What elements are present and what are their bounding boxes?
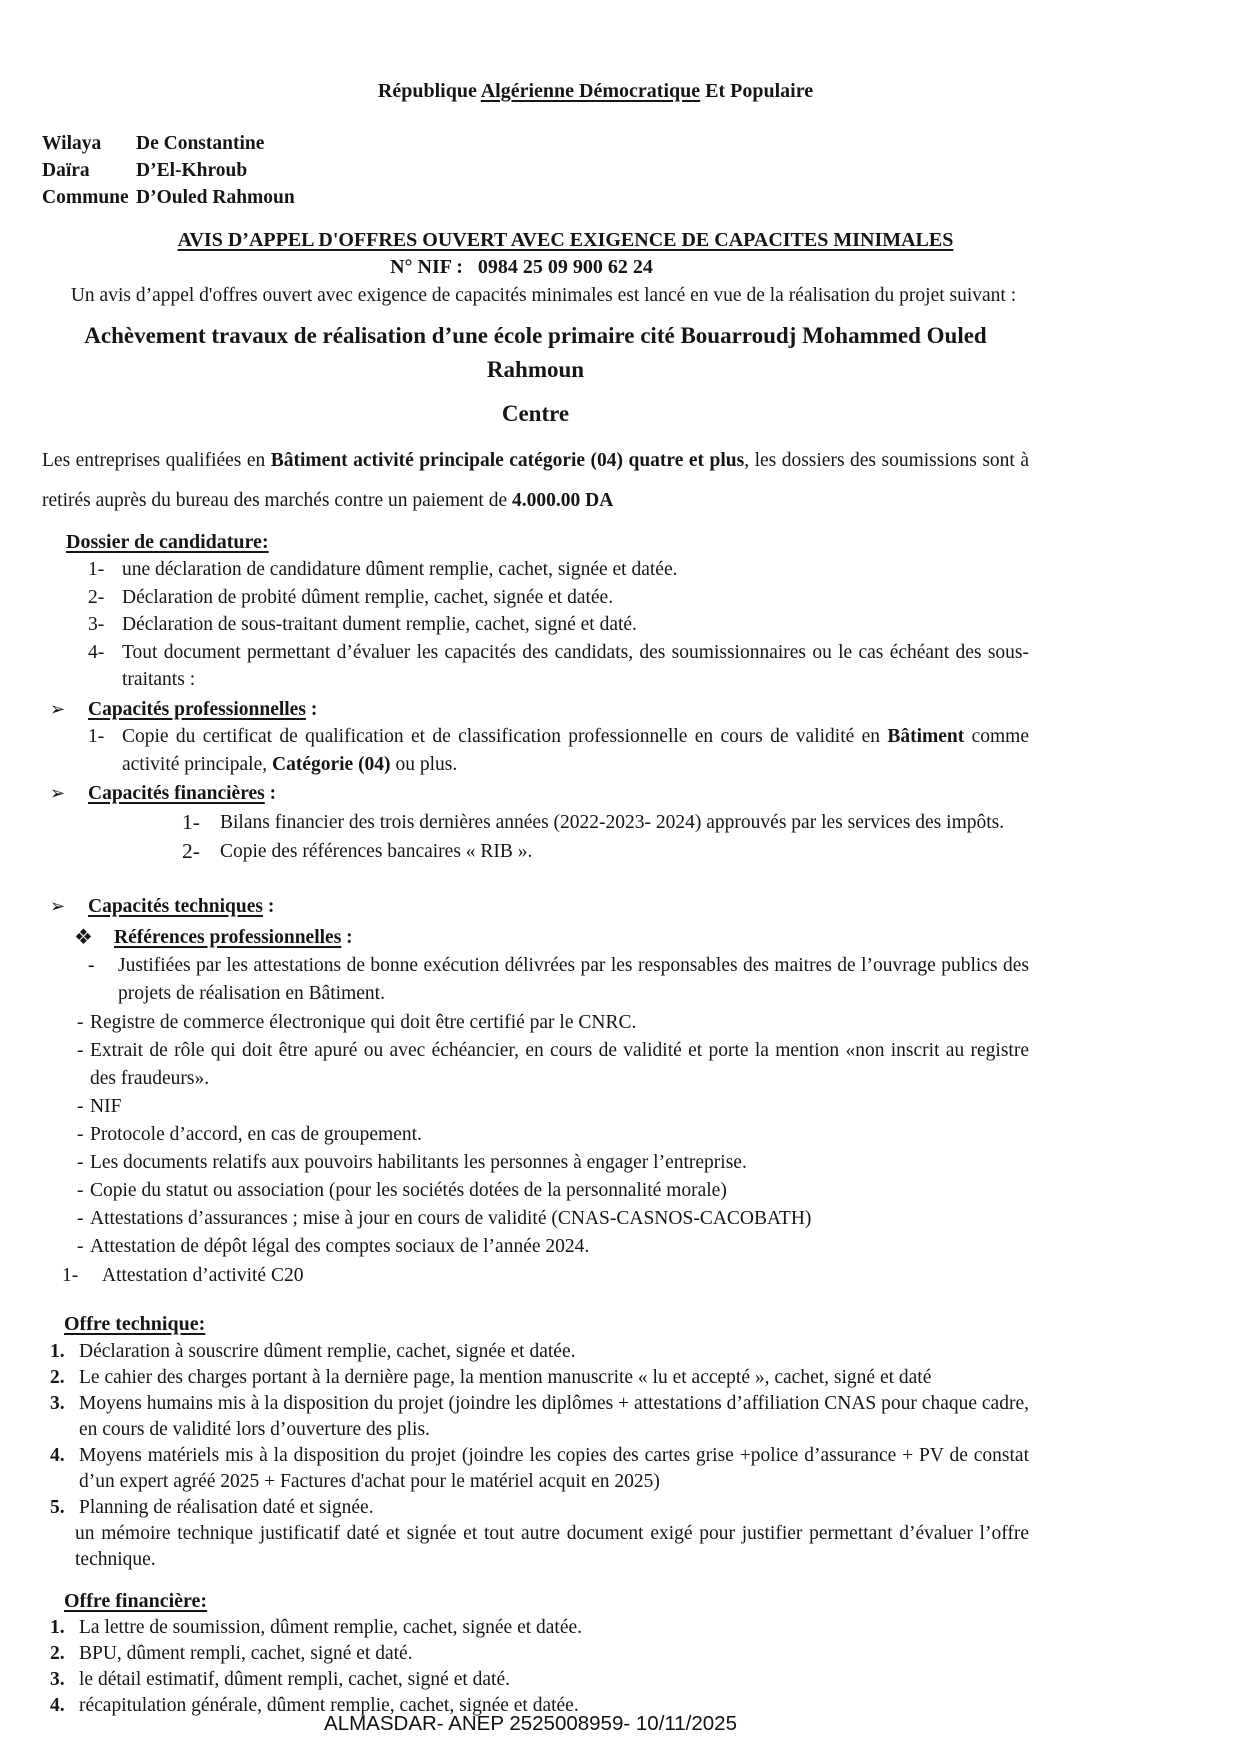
- offre-technique-item: [50, 1391, 1029, 1443]
- item-text: Copie du certificat de qualification et de classification professionnelle en cours de validité en Bâtiment comme activité principale, Catégorie (04) ou plus.: [122, 726, 1029, 775]
- section-capacites-financieres: [42, 780, 1029, 808]
- offre-technique-list: [42, 1339, 1029, 1521]
- location-value: De Constantine: [136, 132, 265, 154]
- dossier-list-item: [88, 584, 1029, 612]
- section-capacites-techniques: [42, 893, 1029, 921]
- offre-technique-tail: un mémoire technique justificatif daté et signée et tout autre document exigé pour justifier permettant d’évaluer l’offre technique.: [75, 1522, 1029, 1570]
- item-text: Les documents relatifs aux pouvoirs habilitants les personnes à engager l’entreprise.: [90, 1151, 747, 1173]
- project-title-line2: Centre: [501, 400, 570, 426]
- location-value: D’El-Khroub: [136, 159, 248, 181]
- references-list-item: [42, 1149, 1029, 1177]
- capacites-financieres-item: [182, 837, 1029, 867]
- capacites-professionnelles-item: [88, 723, 1029, 778]
- offre-financiere-heading: Offre financière:: [64, 1589, 208, 1612]
- item-text: Copie du statut ou association (pour les sociétés dotées de la personnalité morale): [90, 1179, 727, 1201]
- dossier-list-item: [88, 639, 1029, 694]
- section-heading: Références professionnelles :: [114, 927, 353, 948]
- section-heading: Capacités techniques :: [88, 895, 275, 917]
- item-text: Déclaration de probité dûment remplie, cachet, signée et datée.: [122, 586, 614, 608]
- intro-line: Un avis d’appel d'offres ouvert avec exigence de capacités minimales est lancé en vue de la réalisation du projet suivant :: [70, 284, 1017, 306]
- attestation-c20-item: [42, 1262, 1029, 1290]
- dash-bullet: -: [77, 1123, 84, 1145]
- item-text: Justifiées par les attestations de bonne exécution délivrées par les responsables des maitres de l’ouvrage publics des projets de réalisation en Bâtiment.: [118, 954, 1029, 1004]
- item-text: Bilans financier des trois dernières années (2022-2023- 2024) approuvés par les services des impôts.: [220, 811, 1005, 833]
- item-text: Déclaration à souscrire dûment remplie, cachet, signée et datée.: [79, 1340, 576, 1362]
- dossier-list: [42, 556, 1029, 694]
- item-text: Moyens humains mis à la disposition du projet (joindre les diplômes + attestations d’affiliation CNAS pour chaque cadre, en cours de validité lors d’ouverture des plis.: [79, 1392, 1029, 1440]
- section-capacites-professionnelles: [42, 696, 1029, 724]
- offre-financiere-item: [50, 1641, 1029, 1667]
- capacites-professionnelles-list: [42, 723, 1029, 778]
- nif-label: N° NIF :: [390, 256, 463, 278]
- project-title-line1: Achèvement travaux de réalisation d’une école primaire cité Bouarroudj Mohammed Ouled Rahmoun: [84, 322, 987, 382]
- item-text: le détail estimatif, dûment rempli, cachet, signé et daté.: [79, 1669, 511, 1690]
- capacites-financieres-list: [42, 808, 1029, 867]
- location-row: [42, 130, 1029, 157]
- location-value: D’Ouled Rahmoun: [136, 186, 295, 208]
- offre-technique-item: [50, 1365, 1029, 1391]
- item-number: 5.: [50, 1496, 65, 1518]
- item-number: 3.: [50, 1392, 65, 1414]
- section-heading: Capacités professionnelles :: [88, 698, 318, 720]
- section-heading: Capacités financières :: [88, 783, 277, 804]
- item-number: 2.: [50, 1366, 65, 1388]
- item-text: Extrait de rôle qui doit être apuré ou avec échéancier, en cours de validité et porte la mention «non inscrit au registre des fraudeurs».: [90, 1039, 1029, 1089]
- section-references-professionnelles: [42, 924, 1029, 952]
- item-text: NIF: [90, 1095, 122, 1117]
- item-text: Attestation de dépôt légal des comptes sociaux de l’année 2024.: [90, 1235, 590, 1257]
- nif-value: 0984 25 09 900 62 24: [477, 256, 653, 278]
- item-number: 1-: [182, 809, 200, 834]
- references-list-item: [42, 1037, 1029, 1093]
- item-text: Le cahier des charges portant à la dernière page, la mention manuscrite « lu et accepté », cachet, signé et daté: [79, 1366, 932, 1388]
- item-number: 3-: [88, 614, 105, 635]
- references-list-item: [42, 1205, 1029, 1233]
- offre-technique-item: [50, 1495, 1029, 1521]
- offre-financiere-item: [50, 1615, 1029, 1641]
- item-text: Protocole d’accord, en cas de groupement.: [90, 1123, 422, 1145]
- diamond-bullet-icon: ❖: [74, 925, 93, 949]
- item-text: une déclaration de candidature dûment remplie, cachet, signée et datée.: [122, 559, 678, 580]
- item-text: La lettre de soumission, dûment remplie, cachet, signée et datée.: [79, 1617, 583, 1638]
- references-list-item: [42, 1121, 1029, 1149]
- item-number: 3.: [50, 1669, 65, 1690]
- offre-technique-heading: Offre technique:: [64, 1313, 206, 1335]
- arrow-bullet-icon: ➢: [50, 698, 66, 719]
- arrow-bullet-icon: ➢: [50, 783, 66, 803]
- dash-bullet: -: [77, 1207, 84, 1229]
- item-number: 4.: [50, 1444, 65, 1466]
- item-number: 1-: [88, 559, 105, 580]
- item-text: Copie des références bancaires « RIB ».: [220, 841, 533, 862]
- item-number: 2-: [88, 586, 105, 608]
- item-text: Déclaration de sous-traitant dument remplie, cachet, signé et daté.: [122, 614, 637, 635]
- dossier-list-item: [88, 611, 1029, 639]
- references-list-item: [42, 1233, 1029, 1261]
- dash-bullet: -: [77, 1011, 84, 1033]
- qualification-paragraph: Les entreprises qualifiées en Bâtiment activité principale catégorie (04) quatre et plus, les dossiers des soumissions sont à retirés auprès du bureau des marchés contre un paiement de 4.000.00 DA: [42, 449, 1029, 511]
- references-list-item: [42, 1009, 1029, 1037]
- item-number: 4-: [88, 641, 105, 663]
- item-number: 4.: [50, 1695, 65, 1716]
- dash-bullet: -: [77, 1235, 84, 1257]
- item-number: 1.: [50, 1617, 65, 1638]
- location-label: Commune: [42, 186, 129, 208]
- dash-bullet: -: [88, 954, 95, 976]
- item-text: Planning de réalisation daté et signée.: [79, 1496, 374, 1518]
- dossier-list-item: [88, 556, 1029, 584]
- location-block: [42, 130, 1029, 211]
- item-text: récapitulation générale, dûment remplie, cachet, signée et datée.: [79, 1695, 579, 1716]
- item-number: 1.: [50, 1340, 65, 1362]
- dash-bullet: -: [77, 1095, 84, 1117]
- item-text: Tout document permettant d’évaluer les capacités des candidats, des soumissionnaires ou le cas échéant des sous-traitants :: [122, 641, 1029, 690]
- dossier-heading: Dossier de candidature:: [66, 530, 269, 553]
- offre-financiere-item: [50, 1667, 1029, 1693]
- location-row: [42, 157, 1029, 184]
- references-list: [42, 1009, 1029, 1261]
- capacites-financieres-item: [182, 808, 1029, 838]
- footer-anep-reference: ALMASDAR- ANEP 2525008959- 10/11/2025: [324, 1712, 737, 1735]
- republic-pre: République: [377, 80, 481, 102]
- location-label: Wilaya: [42, 132, 102, 154]
- notice-title: AVIS D’APPEL D'OFFRES OUVERT AVEC EXIGENCE DE CAPACITES MINIMALES: [177, 228, 954, 251]
- offre-financiere-list: [42, 1615, 1029, 1719]
- references-list-item: [42, 1177, 1029, 1205]
- arrow-bullet-icon: ➢: [50, 895, 66, 916]
- item-text: Moyens matériels mis à la disposition du projet (joindre les copies des cartes grise +police d’assurance + PV de constat d’un expert agréé 2025 + Factures d'achat pour le matériel acquit en 2025): [79, 1444, 1029, 1492]
- references-first-item: [42, 952, 1029, 1009]
- dash-bullet: -: [77, 1039, 84, 1061]
- item-number: 1-: [88, 726, 105, 747]
- references-list-item: [42, 1093, 1029, 1121]
- nif-line: [28, 254, 1015, 282]
- republic-post: Et Populaire: [700, 80, 814, 102]
- offre-technique-item: [50, 1339, 1029, 1365]
- item-text: Attestation d’activité C20: [102, 1264, 304, 1286]
- location-label: Daïra: [42, 159, 90, 181]
- item-number: 2-: [182, 839, 200, 863]
- republic-header: [102, 78, 1089, 106]
- location-row: [42, 184, 1029, 211]
- item-number: 1-: [62, 1264, 79, 1286]
- item-text: Attestations d’assurances ; mise à jour en cours de validité (CNAS-CASNOS-CACOBATH): [90, 1207, 812, 1229]
- republic-underlined: Algérienne Démocratique: [480, 80, 701, 102]
- offre-technique-item: [50, 1443, 1029, 1495]
- item-text: Registre de commerce électronique qui doit être certifié par le CNRC.: [90, 1011, 637, 1033]
- item-text: BPU, dûment rempli, cachet, signé et daté.: [79, 1643, 413, 1664]
- dash-bullet: -: [77, 1179, 84, 1201]
- item-number: 2.: [50, 1643, 65, 1664]
- dash-bullet: -: [77, 1151, 84, 1173]
